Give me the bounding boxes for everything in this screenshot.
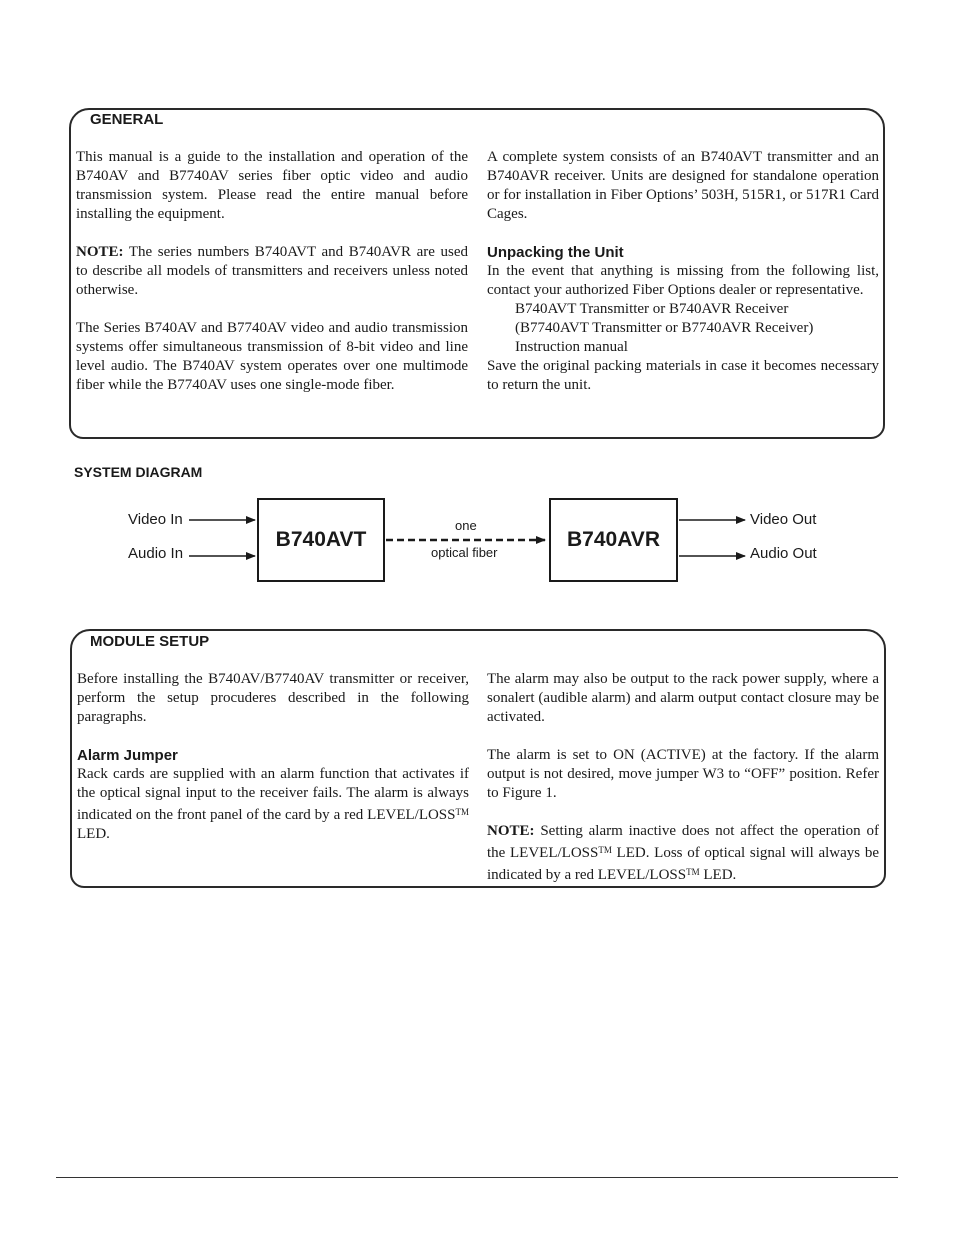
audio-out-label: Audio Out [750, 545, 817, 562]
video-in-label: Video In [128, 511, 183, 528]
general-series-paragraph: The Series B740AV and B7740AV video and audio transmission systems offer simultaneous transmission of 8-bit video and line level audio. The B740AV system operates over one multimode fiber while the B7740AV uses one single-mode fiber. [76, 320, 468, 393]
unpacking-item: B740AVT Transmitter or B740AVR Receiver [515, 301, 789, 317]
fiber-label-bottom: optical fiber [431, 545, 498, 560]
unpacking-item: (B7740AVT Transmitter or B7740AVR Receiver) [515, 320, 814, 336]
audio-in-label: Audio In [128, 545, 184, 562]
module-intro-paragraph: Before installing the B740AV/B7740AV transmitter or receiver, perform the setup procuderes described in the following paragraphs. [77, 671, 469, 725]
general-right-column [487, 148, 879, 395]
transmitter-box: B740AVT [257, 498, 385, 582]
general-intro-paragraph: This manual is a guide to the installation and operation of the B740AV and B7740AV series fiber optic video and audio transmission system. Please read the entire manual before installing the equipment. [76, 149, 468, 222]
trademark: TM [598, 845, 612, 855]
note-label: NOTE: [487, 823, 535, 839]
system-diagram-title: SYSTEM DIAGRAM [74, 464, 203, 480]
alarm-output-paragraph: The alarm may also be output to the rack power supply, where a sonalert (audible alarm) and alarm output contact closure may be activated. [487, 671, 879, 725]
general-left-column [76, 148, 468, 395]
general-system-paragraph: A complete system consists of an B740AVT transmitter and an B740AVR receiver. Units are designed for standalone operation or for installation in Fiber Options’ 503H, 515R1, or 517R1 Card Cages. [487, 149, 879, 222]
module-right-column [487, 670, 879, 885]
module-left-column [77, 670, 469, 844]
fiber-label-top: one [455, 518, 477, 533]
general-note-paragraph [76, 243, 468, 300]
unpacking-closing: Save the original packing materials in case it becomes necessary to return the unit. [487, 358, 879, 393]
module-note-paragraph: NOTE: Setting alarm inactive does not affect the operation of the LEVEL/LOSS™ LED. Loss of optical signal will always be indicated by a red LEVEL/LOSS™ LED. [487, 823, 879, 883]
alarm-jumper-heading: Alarm Jumper [77, 747, 178, 764]
alarm-factory-paragraph: The alarm is set to ON (ACTIVE) at the factory. If the alarm output is not desired, move jumper W3 to “OFF” position. Refer to Figure 1. [487, 747, 879, 801]
general-title: GENERAL [90, 111, 164, 128]
receiver-box: B740AVR [549, 498, 678, 582]
note-label: NOTE: [76, 244, 124, 260]
module-setup-title: MODULE SETUP [90, 633, 210, 650]
trademark: TM [455, 807, 469, 817]
unpacking-heading: Unpacking the Unit [487, 244, 624, 261]
trademark: TM [686, 867, 700, 877]
alarm-description: Rack cards are supplied with an alarm function that activates if the optical signal input to the receiver fails. The alarm is always indicated on the front panel of the card by a red LEVEL/LOSS™ LED. [77, 766, 469, 842]
unpacking-intro: In the event that anything is missing from the following list, contact your authorized Fiber Options dealer or representative. [487, 263, 879, 298]
footer-rule [56, 1177, 898, 1178]
unpacking-item: Instruction manual [515, 339, 628, 355]
video-out-label: Video Out [750, 511, 817, 528]
note-text: The series numbers B740AVT and B740AVR are used to describe all models of transmitters and receivers unless noted otherwise. [76, 244, 468, 298]
